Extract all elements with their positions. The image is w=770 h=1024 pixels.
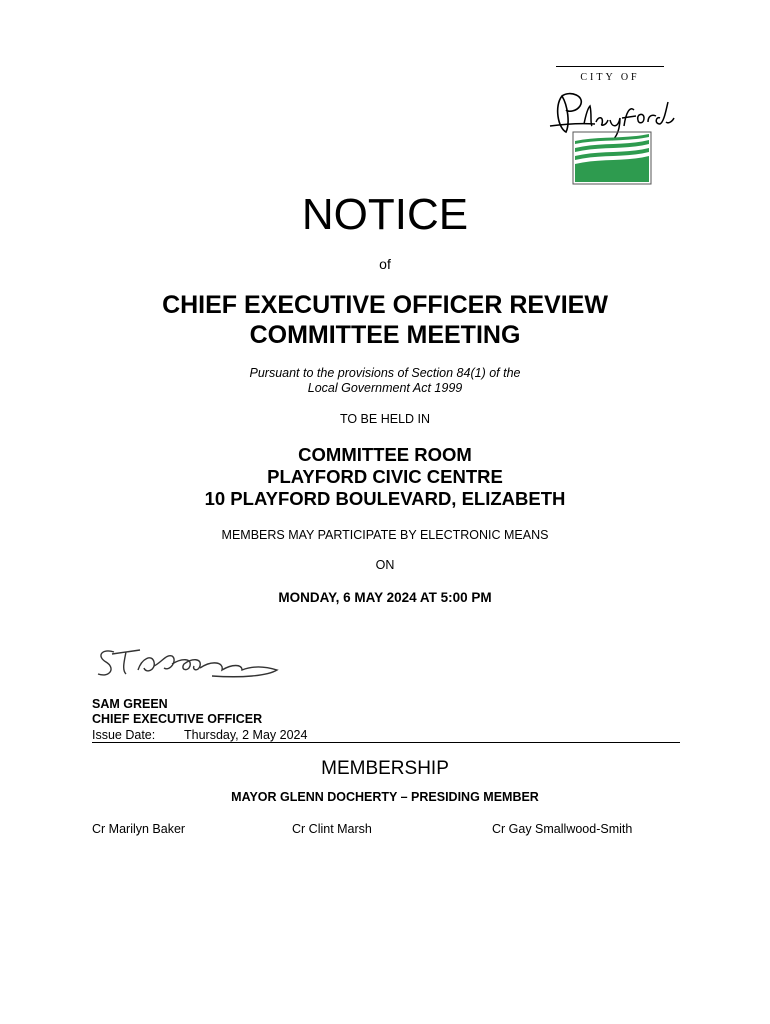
pursuant-line2: Local Government Act 1999 [307, 381, 463, 395]
meeting-title-line2: COMMITTEE MEETING [249, 321, 521, 349]
venue-block [0, 444, 770, 510]
signer-role: CHIEF EXECUTIVE OFFICER [92, 712, 263, 726]
playford-script-mark [540, 66, 680, 191]
signer-block [92, 697, 262, 727]
held-in-label: TO BE HELD IN [339, 412, 431, 426]
member-name: Cr Clint Marsh [292, 822, 372, 836]
member-name: Cr Marilyn Baker [92, 822, 186, 836]
divider-rule [92, 742, 680, 743]
notice-title: NOTICE [301, 190, 469, 239]
meeting-title [0, 290, 770, 350]
venue-room: COMMITTEE ROOM [298, 444, 472, 465]
meeting-datetime: MONDAY, 6 MAY 2024 AT 5:00 PM [278, 590, 492, 605]
signer-name: SAM GREEN [92, 697, 168, 711]
member-name: Cr Gay Smallwood-Smith [492, 822, 633, 836]
issue-date-value: Thursday, 2 May 2024 [184, 728, 308, 742]
city-of-playford-logo [540, 66, 680, 191]
presiding-member: MAYOR GLENN DOCHERTY – PRESIDING MEMBER [231, 790, 539, 804]
meeting-title-line1: CHIEF EXECUTIVE OFFICER REVIEW [162, 291, 608, 319]
handwritten-signature [92, 640, 292, 685]
notice-of: of [379, 256, 391, 272]
logo-city-of-text: CITY OF [580, 72, 640, 83]
issue-date-row [92, 728, 307, 742]
electronic-means-note: MEMBERS MAY PARTICIPATE BY ELECTRONIC MEANS [221, 528, 549, 542]
pursuant-statement [0, 366, 770, 396]
pursuant-line1: Pursuant to the provisions of Section 84(1) of the [249, 366, 521, 380]
venue-building: PLAYFORD CIVIC CENTRE [267, 466, 503, 487]
on-label: ON [375, 558, 395, 572]
venue-address: 10 PLAYFORD BOULEVARD, ELIZABETH [204, 488, 566, 509]
membership-heading: MEMBERSHIP [321, 758, 449, 779]
issue-date-label: Issue Date: [92, 728, 156, 742]
